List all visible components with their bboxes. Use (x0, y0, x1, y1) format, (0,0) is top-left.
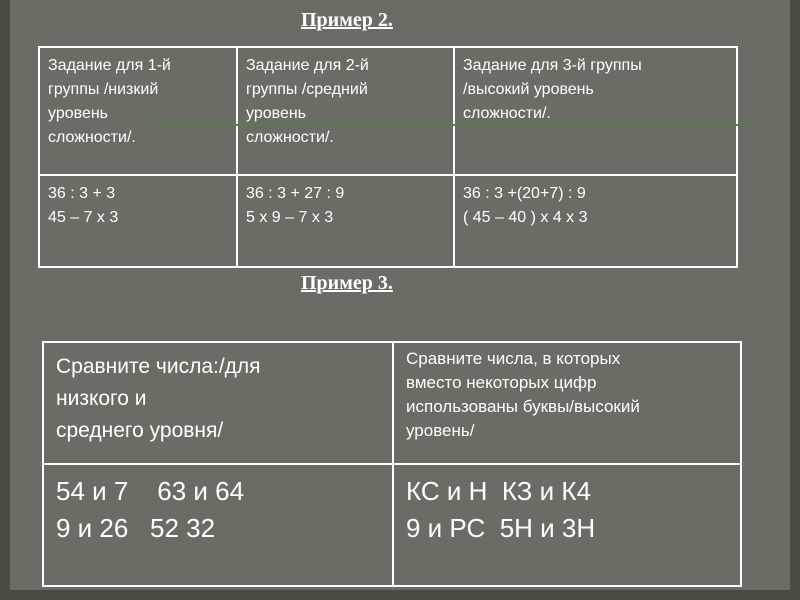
header-line: Сравните числа, в которых (406, 349, 621, 368)
header-line: уровень/ (406, 421, 475, 440)
high-level-cell (393, 464, 741, 586)
expression: 36 : 3 + 3 (48, 185, 116, 202)
group-1-task-header (39, 47, 237, 175)
comparison: 54 и 7 63 и 64 (56, 476, 245, 506)
expression: 5 х 9 – 7 х 3 (246, 209, 334, 226)
header-line: /высокий уровень (463, 81, 594, 98)
group-2-task-header (237, 47, 454, 175)
expression: 45 – 7 х 3 (48, 209, 119, 226)
high-level-header (393, 342, 741, 464)
group-3-task-cell (454, 175, 737, 267)
decorative-line (150, 124, 753, 126)
low-medium-level-cell (43, 464, 393, 586)
header-line: Задание для 1-й (48, 57, 171, 74)
expression: ( 45 – 40 ) х 4 х 3 (463, 209, 588, 226)
header-line: сложности/. (48, 129, 136, 146)
table-row (39, 175, 737, 267)
group-3-task-header (454, 47, 737, 175)
comparison: КС и Н КЗ и К4 (406, 476, 591, 506)
example-2-table (38, 46, 738, 268)
header-line: уровень (246, 105, 307, 122)
header-line: низкого и (56, 387, 147, 410)
example-3-table (42, 341, 742, 587)
header-line: группы /средний (246, 81, 368, 98)
comparison: 9 и РС 5Н и 3Н (406, 513, 596, 543)
group-1-task-cell (39, 175, 237, 267)
header-line: Сравните числа:/для (56, 355, 261, 378)
example-3-title: Пример 3. (301, 272, 393, 294)
header-line: группы /низкий (48, 81, 159, 98)
header-line: сложности/. (246, 129, 334, 146)
header-line: сложности/. (463, 105, 551, 122)
header-line: среднего уровня/ (56, 419, 224, 442)
low-medium-level-header (43, 342, 393, 464)
table-row (43, 464, 741, 586)
expression: 36 : 3 +(20+7) : 9 (463, 185, 586, 202)
expression: 36 : 3 + 27 : 9 (246, 185, 345, 202)
comparison: 9 и 26 52 32 (56, 513, 216, 543)
header-line: уровень (48, 105, 109, 122)
header-line: использованы буквы/высокий (406, 397, 640, 416)
header-line: Задание для 3-й группы (463, 57, 642, 74)
table-header-row (39, 47, 737, 175)
header-line: Задание для 2-й (246, 57, 369, 74)
header-line: вместо некоторых цифр (406, 373, 597, 392)
group-2-task-cell (237, 175, 454, 267)
table-header-row (43, 342, 741, 464)
example-2-title: Пример 2. (301, 9, 393, 31)
